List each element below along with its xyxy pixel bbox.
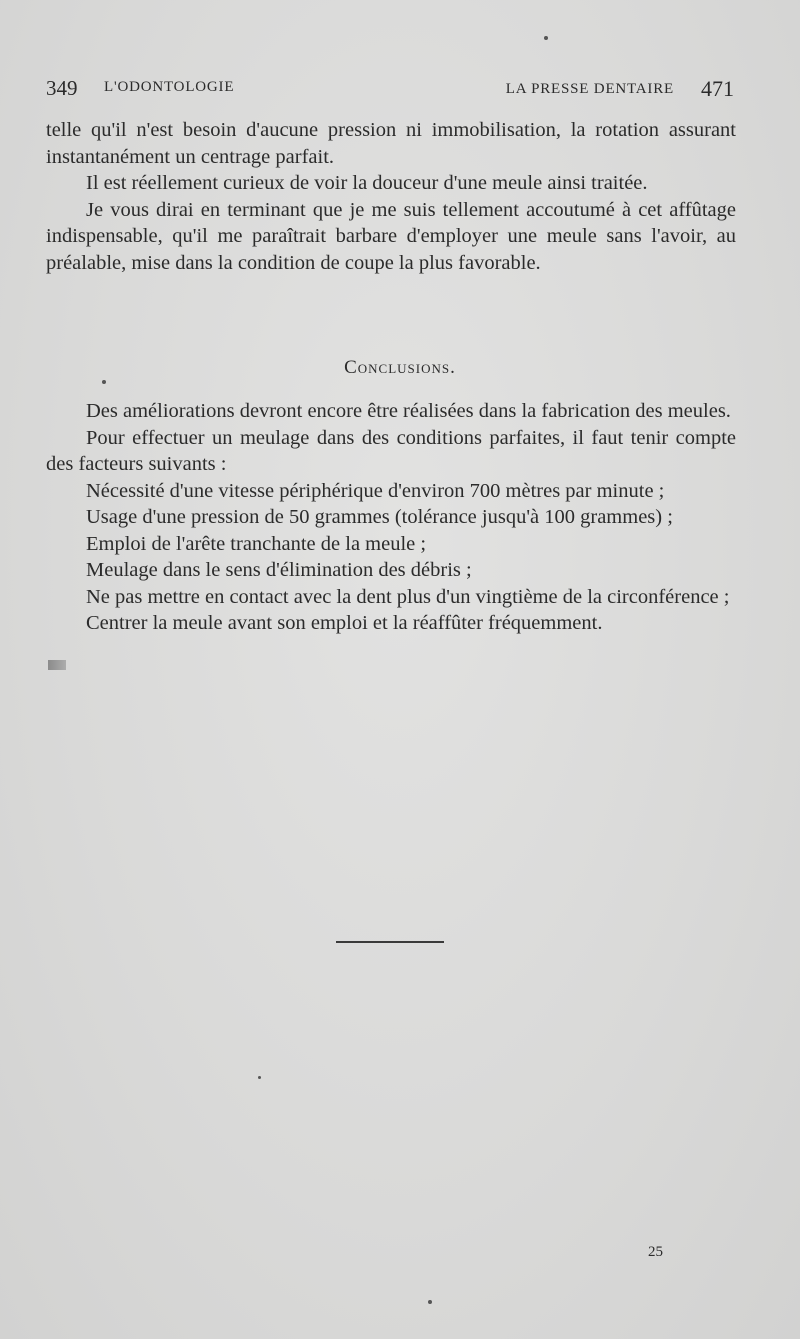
list-item: Nécessité d'une vitesse périphérique d'environ 700 mètres par minute ; bbox=[86, 479, 665, 502]
paragraph: Il est réellement curieux de voir la douceur d'une meule ainsi traitée. bbox=[86, 172, 648, 194]
section-heading: Conclusions. bbox=[344, 357, 456, 378]
left-page-number: 349 bbox=[46, 76, 78, 100]
paragraph: Pour effectuer un meulage dans des conditions parfaites, il faut tenir compte des facteurs suivants : bbox=[46, 426, 736, 475]
right-page-number: 471 bbox=[701, 76, 734, 101]
list-item: Usage d'une pression de 50 grammes (tolérance jusqu'à 100 grammes) ; bbox=[86, 506, 673, 528]
signature-mark: 25 bbox=[648, 1244, 663, 1260]
paragraph: Des améliorations devront encore être réalisées dans la fabrication des meules. bbox=[86, 400, 731, 422]
print-speck bbox=[428, 1300, 432, 1304]
paragraph: telle qu'il n'est besoin d'aucune pression ni immobilisation, la rotation assurant instantanément un centrage parfait. bbox=[46, 119, 736, 168]
text-block-before-heading bbox=[46, 117, 736, 276]
list-item: Ne pas mettre en contact avec la dent plus d'un vingtième de la circonférence ; bbox=[86, 585, 730, 608]
print-speck bbox=[544, 36, 548, 40]
running-header bbox=[46, 76, 734, 104]
ink-smudge bbox=[48, 660, 66, 670]
list-item: Meulage dans le sens d'élimination des débris ; bbox=[86, 559, 472, 581]
paragraph: Je vous dirai en terminant que je me suis tellement accoutumé à cet affûtage indispensable, qu'il me paraîtrait barbare d'employer une meule sans l'avoir, au préalable, mise dans la condition de coupe la plus favorable. bbox=[46, 198, 736, 274]
print-speck bbox=[102, 380, 106, 384]
print-speck bbox=[258, 1076, 261, 1079]
right-running-title: LA PRESSE DENTAIRE bbox=[505, 81, 674, 97]
list-item: Centrer la meule avant son emploi et la réaffûter fréquemment. bbox=[86, 612, 603, 634]
text-block-conclusions bbox=[46, 398, 736, 637]
list-item: Emploi de l'arête tranchante de la meule ; bbox=[86, 532, 427, 555]
left-running-title: L'ODONTOLOGIE bbox=[104, 79, 235, 95]
section-end-rule bbox=[336, 941, 444, 943]
